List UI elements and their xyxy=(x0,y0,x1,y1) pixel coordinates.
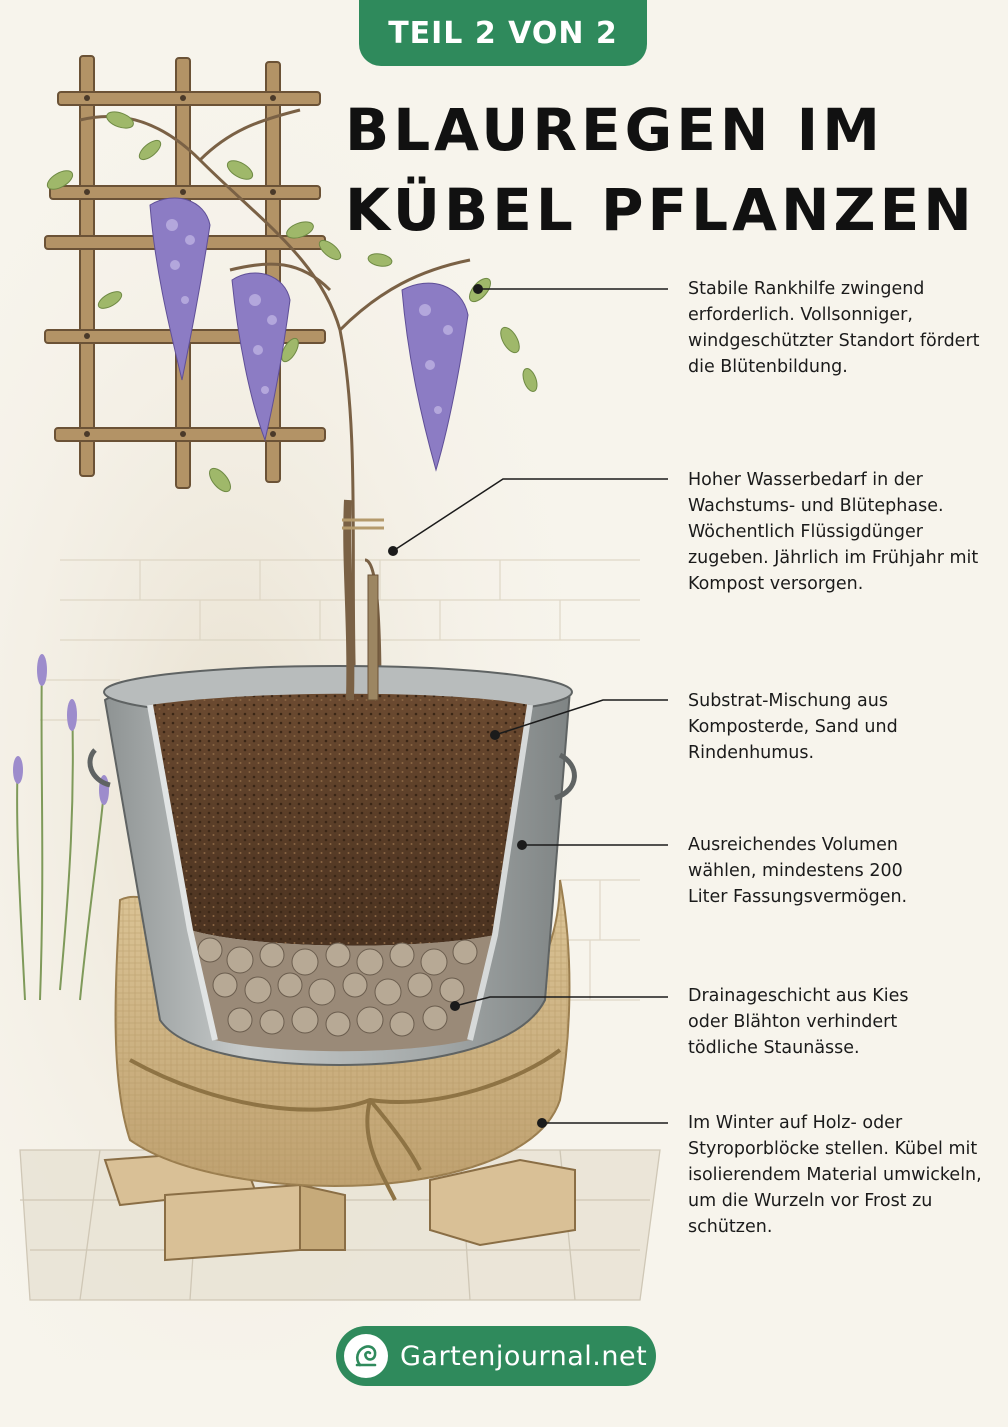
annotation-substrat: Substrat-Mischung aus Komposterde, Sand und Rindenhumus. xyxy=(688,691,898,763)
annotation-drainage: Drainageschicht aus Kies oder Blähton verhindert tödliche Staunässe. xyxy=(688,986,909,1058)
part-badge: TEIL 2 VON 2 xyxy=(359,0,647,66)
page-title xyxy=(345,90,985,250)
annotation-wasserbedarf: Hoher Wasserbedarf in der Wachstums- und Blütephase. Wöchentlich Flüssigdünger zugeben. Jährlich im Frühjahr mit Kompost versorgen. xyxy=(688,470,979,594)
brand-footer[interactable] xyxy=(336,1326,656,1386)
annotation-rankhilfe: Stabile Rankhilfe zwingend erforderlich. Vollsonniger, windgeschützter Standort fördert die Blütenbildung. xyxy=(688,279,980,377)
metal-pot xyxy=(90,666,574,1065)
annotation-winterschutz: Im Winter auf Holz- oder Styroporblöcke stellen. Kübel mit isolierendem Material umwickeln, um die Wurzeln vor Frost zu schützen. xyxy=(688,1113,982,1237)
title-line-2: KÜBEL PFLANZEN xyxy=(345,176,976,244)
title-line-1: BLAUREGEN IM xyxy=(345,96,884,164)
brand-name: Gartenjournal.net xyxy=(400,1340,648,1372)
annotation-volumen: Ausreichendes Volumen wählen, mindestens 200 Liter Fassungsvermögen. xyxy=(688,835,908,907)
leaf-snail-icon xyxy=(344,1334,388,1378)
